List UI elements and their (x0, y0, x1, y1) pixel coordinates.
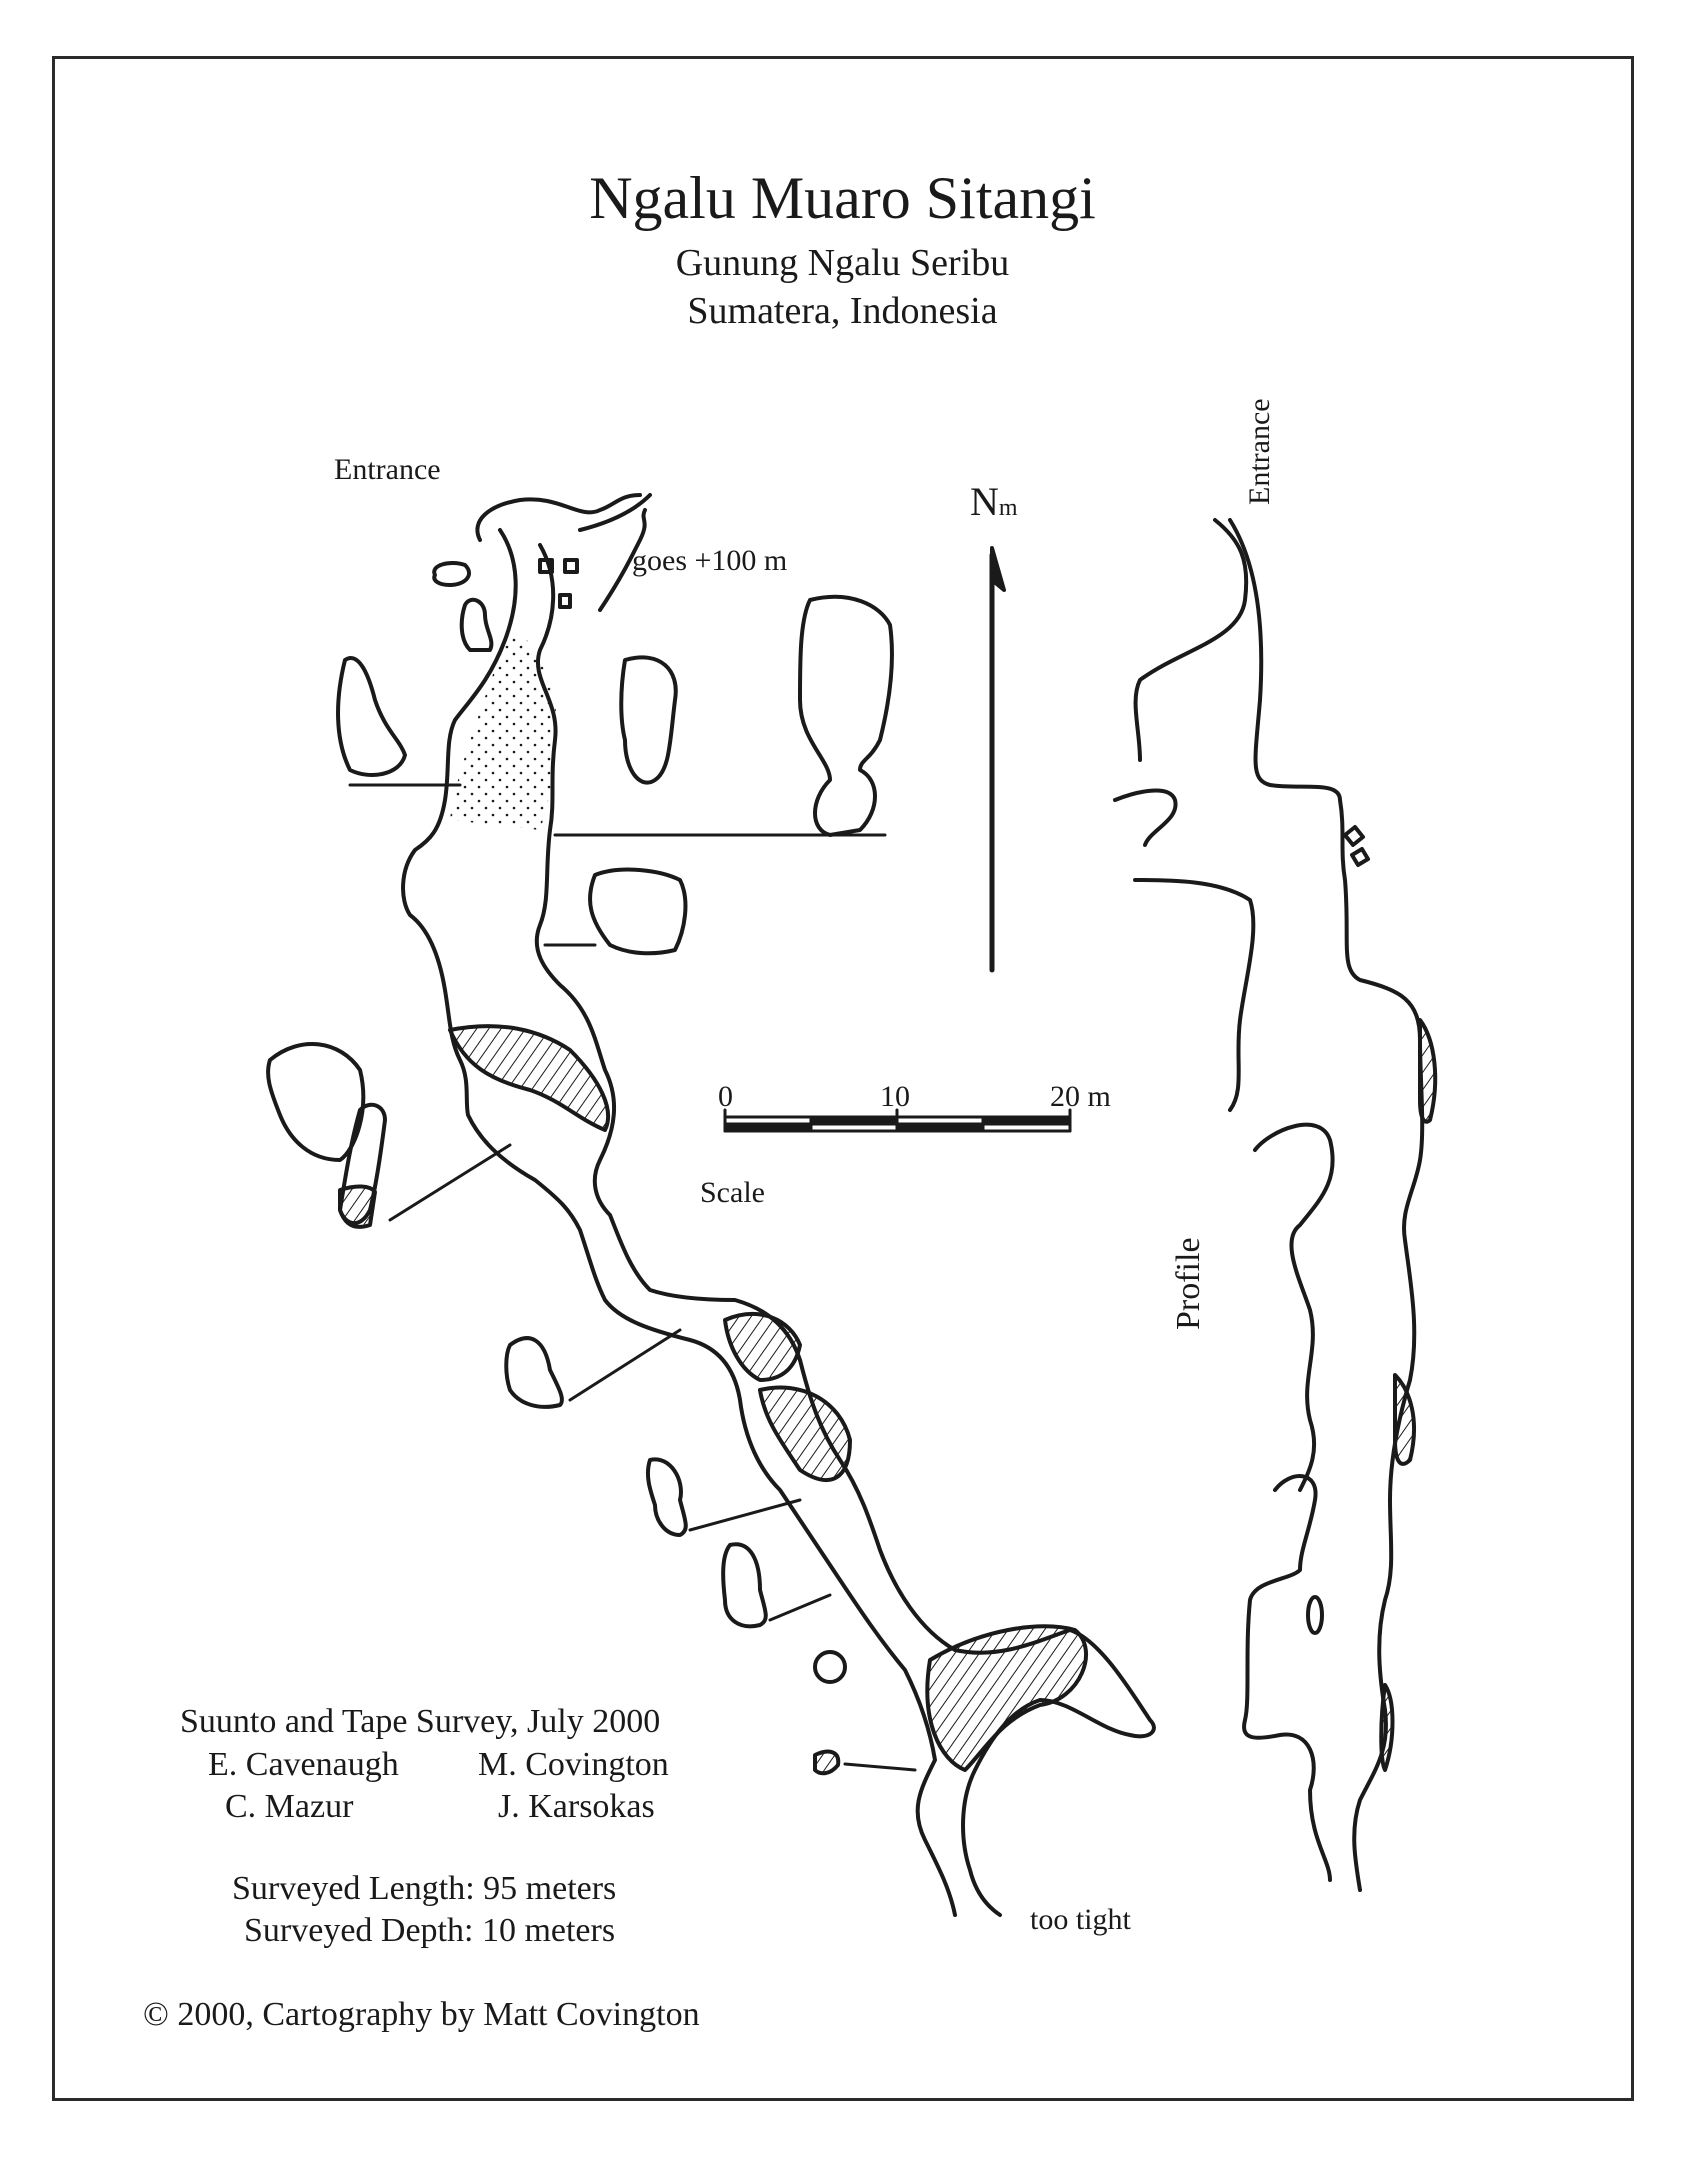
scale-tick-20: 20 m (1050, 1080, 1111, 1113)
xsec-4 (800, 597, 892, 835)
leader-line (570, 1330, 680, 1400)
surveyor-2: M. Covington (478, 1746, 669, 1783)
xsec-12 (815, 1752, 838, 1774)
plan-sediment-area (450, 634, 556, 830)
profile-left-wall (1135, 520, 1333, 1880)
map-title: Ngalu Muaro Sitangi (589, 165, 1096, 231)
xsec-8 (506, 1338, 562, 1407)
xsec-entrance-pool (434, 563, 469, 585)
plan-boulder (560, 595, 570, 607)
surveyor-4: J. Karsokas (498, 1788, 655, 1825)
scale-tick-0: 0 (718, 1080, 733, 1113)
north-label: Nm (970, 479, 1018, 524)
plan-rubble-zone-1 (450, 1026, 608, 1130)
entrance-label-plan: Entrance (334, 453, 441, 486)
xsec-3 (621, 657, 676, 782)
leader-line (845, 1764, 915, 1770)
profile-hatched-1 (1420, 1020, 1435, 1122)
plan-rubble-zone-3 (760, 1387, 850, 1480)
leader-line (690, 1500, 800, 1530)
plan-rubble-zone-4 (927, 1626, 1086, 1770)
profile-label: Profile (1170, 1237, 1207, 1330)
entrance-label-profile: Entrance (1243, 398, 1276, 505)
profile-side-passage (1115, 791, 1176, 845)
profile-pool (1308, 1597, 1322, 1633)
xsec-1 (462, 600, 492, 650)
map-subtitle-region: Sumatera, Indonesia (687, 290, 998, 332)
goes-label: goes +100 m (632, 544, 788, 577)
leader-line (390, 1145, 510, 1220)
leader-line (770, 1595, 830, 1620)
scale-bar (725, 1110, 1070, 1131)
plan-boulder (540, 560, 552, 572)
surveyed-depth: Surveyed Depth: 10 meters (244, 1912, 616, 1949)
xsec-5 (590, 870, 685, 954)
xsec-11 (815, 1652, 845, 1682)
profile-rubble (1345, 827, 1368, 865)
map-subtitle-location: Gunung Ngalu Seribu (675, 242, 1010, 284)
plan-rubble-zone-2 (725, 1314, 800, 1380)
surveyor-1: E. Cavenaugh (208, 1746, 399, 1783)
xsec-7-floor (340, 1186, 375, 1226)
xsec-9 (648, 1459, 686, 1535)
xsec-6 (268, 1044, 363, 1160)
plan-boulder (565, 560, 577, 572)
scale-caption: Scale (700, 1176, 765, 1209)
xsec-2 (338, 658, 405, 775)
profile-hatched-3 (1381, 1685, 1392, 1770)
surveyor-3: C. Mazur (225, 1788, 354, 1825)
copyright-line: © 2000, Cartography by Matt Covington (143, 1996, 700, 2033)
survey-heading: Suunto and Tape Survey, July 2000 (180, 1703, 661, 1740)
too-tight-label: too tight (1030, 1903, 1131, 1936)
profile-right-wall (1230, 520, 1422, 1890)
surveyed-length: Surveyed Length: 95 meters (232, 1870, 617, 1907)
north-arrow-head (992, 548, 1004, 590)
profile-hatched-2 (1395, 1375, 1414, 1464)
scale-tick-10: 10 (880, 1080, 910, 1113)
xsec-10 (723, 1544, 766, 1626)
